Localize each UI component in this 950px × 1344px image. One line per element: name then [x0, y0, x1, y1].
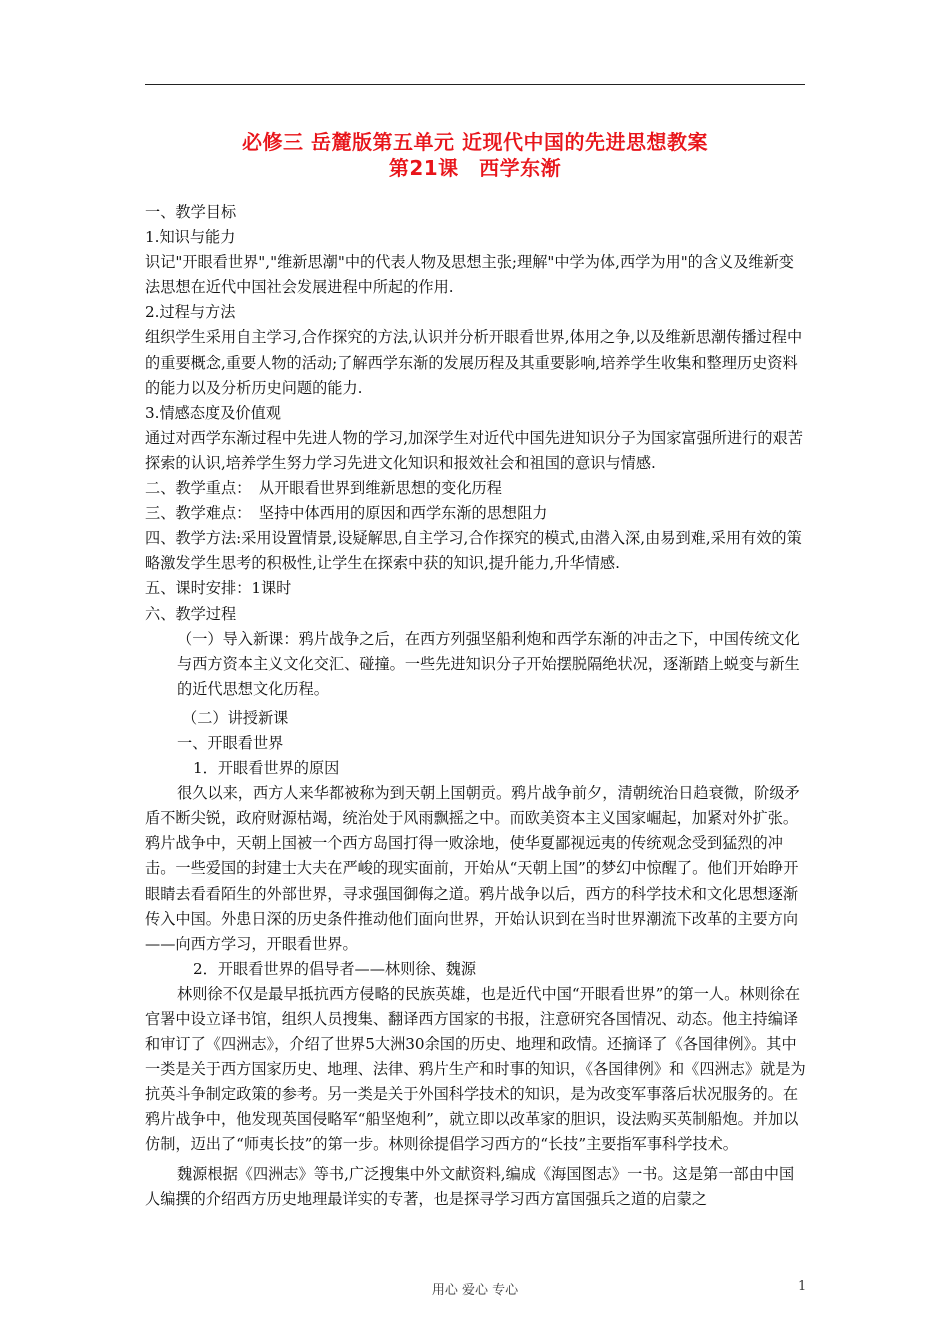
paragraph-intro: [145, 627, 807, 702]
paragraph: 林则徐不仅是最早抵抗西方侵略的民族英雄，也是近代中国“开眼看世界”的第一人。林则徐在官署中设立译书馆，组织人员搜集、翻译西方国家的书报，注意研究各国情况、动态。他主持编译和审订了《四洲志》，介绍了世界5大洲30余国的历史、地理和政情。还摘译了《各国律例》。其中一类是关于西方国家历史、地理、法律、鸦片生产和时事的知识，《各国律例》和《四洲志》就是为抗英斗争制定政策的参考。另一类是关于外国科学技术的知识，是为改变军事落后状况服务的。在鸦片战争中，他发现英国侵略军“船坚炮利”，就立即以改革家的胆识，设法购买英制船炮。并加以仿制，迈出了“师夷长技”的第一步。林则徐提倡学习西方的“长技”主要指军事科学技术。: [145, 984, 806, 1154]
subsection-heading: 1.知识与能力: [145, 228, 236, 247]
header-rule: [145, 84, 805, 85]
subsection-heading: （二）讲授新课: [182, 708, 289, 727]
lesson-title: 第21课 西学东渐: [388, 156, 562, 180]
intro-text: （一）导入新课：鸦片战争之后，在西方列强坚船利炮和西学东渐的冲击之下，中国传统文化与西方资本主义文化交汇、碰撞。一些先进知识分子开始摆脱隔绝状况，逐渐踏上蜕变与新生的近代思想文化历程。: [177, 629, 800, 698]
paragraph: 四、教学方法:采用设置情景,设疑解思,自主学习,合作探究的模式,由潜入深,由易到难,采用有效的策略激发学生思考的积极性,让学生在探索中获的知识,提升能力,升华情感.: [145, 529, 802, 573]
page-number: 1: [798, 1279, 807, 1294]
paragraph: 很久以来，西方人来华都被称为到天朝上国朝贡。鸦片战争前夕，清朝统治日趋衰微，阶级矛盾不断尖锐，政府财源枯竭，统治处于风雨飘摇之中。而欧美资本主义国家崛起，加紧对外扩张。鸦片战争中，天朝上国被一个西方岛国打得一败涂地，使华夏鄙视远夷的传统观念受到猛烈的冲击。一些爱国的封建士大夫在严峻的现实面前，开始从“天朝上国”的梦幻中惊醒了。他们开始睁开眼睛去看看陌生的外部世界，寻求强国御侮之道。鸦片战争以后，西方的科学技术和文化思想逐渐传入中国。外患日深的历史条件推动他们面向世界，开始认识到在当时世界潮流下改革的主要方向——向西方学习，开眼看世界。: [145, 784, 800, 953]
paragraph: 识记"开眼看世界","维新思潮"中的代表人物及思想主张;理解"中学为体,西学为用"的含义及维新变法思想在近代中国社会发展进程中所起的作用.: [145, 253, 794, 297]
section-heading: 五、课时安排：1课时: [145, 579, 292, 598]
subsection-heading: 1．开眼看世界的原因: [193, 759, 340, 778]
page-footer: 用心 爱心 专心: [431, 1283, 519, 1298]
paragraph: 通过对西学东渐过程中先进人物的学习,加深学生对近代中国先进知识分子为国家富强所进行的艰苦探索的认识,培养学生努力学习先进文化知识和报效社会和祖国的意识与情感.: [145, 428, 803, 472]
document-title: 必修三 岳麓版第五单元 近现代中国的先进思想教案: [242, 130, 708, 154]
section-heading: 六、教学过程: [145, 604, 237, 623]
document-body: [145, 200, 807, 1212]
paragraph: 组织学生采用自主学习,合作探究的方法,认识并分析开眼看世界,体用之争,以及维新思潮传播过程中的重要概念,重要人物的活动;了解西学东渐的发展历程及其重要影响,培养学生收集和整理历史资料的能力以及分析历史问题的能力.: [145, 328, 803, 397]
subsection-heading: 2．开眼看世界的倡导者——林则徐、魏源: [193, 959, 477, 978]
subsection-heading: 3.情感态度及价值观: [145, 403, 281, 422]
subsection-heading: 2.过程与方法: [145, 303, 236, 322]
section-heading: 二、教学重点： 从开眼看世界到维新思想的变化历程: [145, 479, 502, 498]
paragraph: 魏源根据《四洲志》等书,广泛搜集中外文献资料,编成《海国图志》一书。这是第一部由中国人编撰的介绍西方历史地理最详实的专著，也是探寻学习西方富国强兵之道的启蒙之: [145, 1164, 795, 1208]
subsection-heading: 一、开眼看世界: [177, 733, 284, 752]
section-heading: 一、教学目标: [145, 203, 237, 221]
section-heading: 三、教学难点： 坚持中体西用的原因和西学东渐的思想阻力: [145, 504, 548, 523]
